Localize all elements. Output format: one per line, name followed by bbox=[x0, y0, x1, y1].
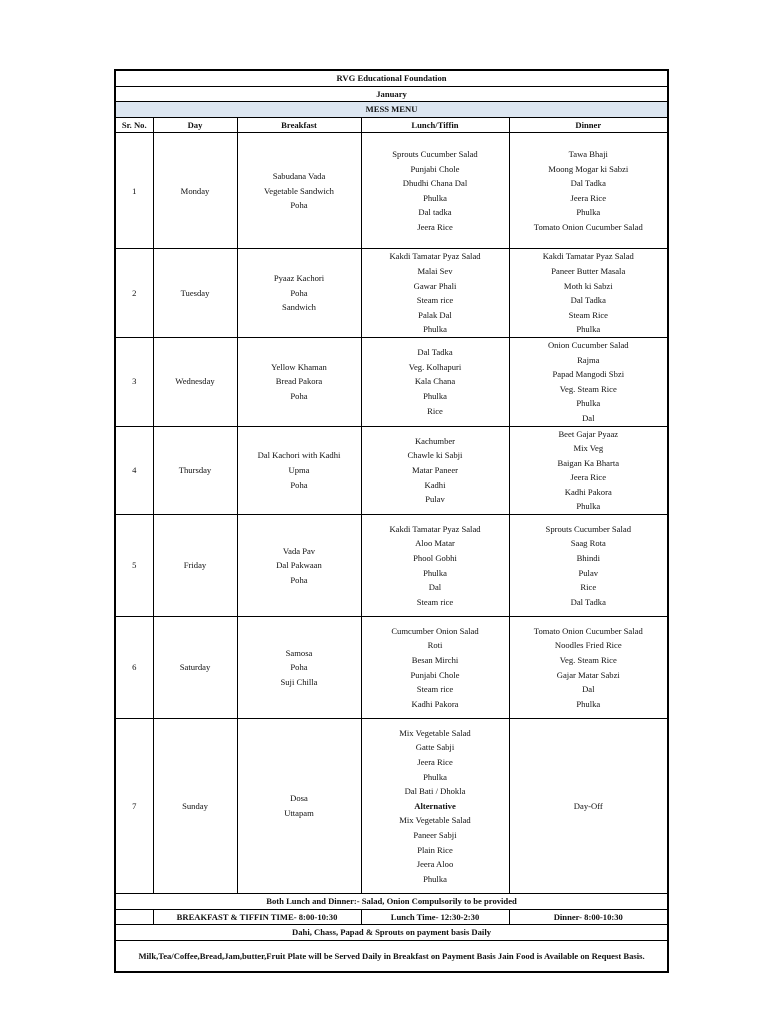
dinner-item: Tomato Onion Cucumber Salad bbox=[533, 625, 643, 636]
lunch-cell bbox=[361, 337, 509, 426]
lunch-item: Steam rice bbox=[416, 295, 454, 306]
salad-note: Both Lunch and Dinner:- Salad, Onion Compulsorily to be provided bbox=[115, 894, 668, 910]
breakfast-cell bbox=[237, 719, 361, 894]
month-label: January bbox=[115, 86, 668, 102]
breakfast-cell bbox=[237, 249, 361, 338]
sr-number: 1 bbox=[115, 133, 153, 249]
dinner-item: Tawa Bhaji bbox=[568, 149, 608, 160]
lunch-item: Jeera Aloo bbox=[416, 859, 454, 870]
breakfast-item: Vegetable Sandwich bbox=[264, 185, 334, 196]
lunch-item: Punjabi Chole bbox=[410, 163, 460, 174]
menu-row bbox=[115, 719, 668, 894]
dinner-item: Dal bbox=[582, 412, 595, 423]
col-header-dinner: Dinner bbox=[509, 117, 668, 133]
breakfast-item: Upma bbox=[288, 464, 310, 475]
lunch-cell bbox=[361, 719, 509, 894]
col-header-breakfast: Breakfast bbox=[237, 117, 361, 133]
day-name: Thursday bbox=[153, 426, 237, 515]
dinner-item: Saag Rota bbox=[570, 538, 606, 549]
lunch-item: Kachumber bbox=[414, 435, 456, 446]
lunch-item: Alternative bbox=[414, 800, 456, 811]
dinner-item: Baigan Ka Bharta bbox=[557, 457, 620, 468]
org-name: RVG Educational Foundation bbox=[115, 70, 668, 86]
breakfast-cell bbox=[237, 515, 361, 617]
lunch-time: Lunch Time- 12:30-2:30 bbox=[361, 909, 509, 925]
lunch-item: Phulka bbox=[423, 771, 447, 782]
breakfast-item: Sandwich bbox=[282, 302, 316, 313]
lunch-item: Phulka bbox=[423, 391, 447, 402]
dinner-item: Gajar Matar Sabzi bbox=[556, 669, 620, 680]
lunch-item: Cumcumber Onion Salad bbox=[391, 625, 479, 636]
breakfast-item: Vada Pav bbox=[282, 545, 316, 556]
breakfast-cell bbox=[237, 133, 361, 249]
dinner-cell bbox=[509, 249, 668, 338]
day-name: Tuesday bbox=[153, 249, 237, 338]
breakfast-item: Poha bbox=[290, 391, 308, 402]
lunch-cell bbox=[361, 515, 509, 617]
lunch-item: Roti bbox=[427, 640, 443, 651]
dinner-item: Dal Tadka bbox=[570, 295, 606, 306]
breakfast-time: BREAKFAST & TIFFIN TIME- 8:00-10:30 bbox=[153, 909, 361, 925]
dinner-cell bbox=[509, 133, 668, 249]
lunch-item: Plain Rice bbox=[417, 844, 453, 855]
dinner-cell bbox=[509, 337, 668, 426]
lunch-item: Besan Mirchi bbox=[411, 654, 459, 665]
dinner-item: Pulav bbox=[578, 567, 599, 578]
dinner-item: Phulka bbox=[576, 501, 601, 512]
dinner-item: Moth ki Sabzi bbox=[563, 280, 613, 291]
dinner-item: Mix Veg bbox=[573, 443, 604, 454]
breakfast-cell bbox=[237, 617, 361, 719]
day-name: Saturday bbox=[153, 617, 237, 719]
lunch-item: Steam rice bbox=[416, 596, 454, 607]
dinner-item: Onion Cucumber Salad bbox=[547, 339, 629, 350]
sr-number: 4 bbox=[115, 426, 153, 515]
dinner-item: Dal Tadka bbox=[570, 596, 606, 607]
dinner-cell bbox=[509, 617, 668, 719]
lunch-item: Chawle ki Sabji bbox=[407, 450, 463, 461]
lunch-item: Palak Dal bbox=[418, 309, 452, 320]
dinner-time: Dinner- 8:00-10:30 bbox=[509, 909, 668, 925]
menu-row bbox=[115, 337, 668, 426]
lunch-item: Phool Gobhi bbox=[413, 552, 457, 563]
lunch-item: Jeera Rice bbox=[417, 756, 453, 767]
breakfast-item: Samosa bbox=[285, 647, 313, 658]
dinner-item: Sprouts Cucumber Salad bbox=[545, 523, 631, 534]
column-header-row bbox=[115, 117, 668, 133]
lunch-item: Steam rice bbox=[416, 684, 454, 695]
dinner-item: Veg. Steam Rice bbox=[559, 654, 617, 665]
lunch-item: Kakdi Tamatar Pyaz Salad bbox=[389, 523, 481, 534]
lunch-item: Phulka bbox=[423, 567, 447, 578]
day-name: Friday bbox=[153, 515, 237, 617]
menu-title: MESS MENU bbox=[115, 102, 668, 118]
col-header-sr: Sr. No. bbox=[115, 117, 153, 133]
lunch-item: Mix Vegetable Salad bbox=[399, 727, 471, 738]
dinner-item: Tomato Onion Cucumber Salad bbox=[533, 222, 643, 233]
menu-row bbox=[115, 617, 668, 719]
sr-number: 6 bbox=[115, 617, 153, 719]
menu-body bbox=[115, 133, 668, 894]
breakfast-item: Dal Kachori with Kadhi bbox=[257, 450, 341, 461]
menu-row bbox=[115, 426, 668, 515]
lunch-item: Dhudhi Chana Dal bbox=[402, 178, 468, 189]
dinner-cell bbox=[509, 515, 668, 617]
lunch-item: Dal tadka bbox=[418, 207, 452, 218]
lunch-item: Kadhi Pakora bbox=[411, 698, 459, 709]
sr-number: 3 bbox=[115, 337, 153, 426]
lunch-item: Aloo Matar bbox=[415, 538, 455, 549]
lunch-item: Phulka bbox=[423, 192, 447, 203]
lunch-item: Malai Sev bbox=[417, 265, 453, 276]
lunch-item: Kala Chana bbox=[414, 376, 456, 387]
dinner-item: Rajma bbox=[577, 354, 600, 365]
dinner-item: Steam Rice bbox=[568, 309, 608, 320]
breakfast-cell bbox=[237, 426, 361, 515]
breakfast-item: Dosa bbox=[290, 793, 308, 804]
breakfast-item: Dal Pakwaan bbox=[276, 560, 322, 571]
lunch-item: Pulav bbox=[425, 494, 445, 505]
dinner-item: Paneer Butter Masala bbox=[551, 265, 626, 276]
dinner-item: Dal bbox=[582, 684, 595, 695]
lunch-item: Jeera Rice bbox=[417, 222, 453, 233]
breakfast-item: Poha bbox=[290, 662, 308, 673]
breakfast-item: Pyaaz Kachori bbox=[273, 273, 325, 284]
paid-daily-note: Dahi, Chass, Papad & Sprouts on payment basis Daily bbox=[115, 925, 668, 941]
dinner-item: Jeera Rice bbox=[570, 192, 607, 203]
mess-menu-table bbox=[114, 69, 669, 973]
breakfast-item: Sabudana Vada bbox=[272, 170, 326, 181]
breakfast-item: Yellow Khaman bbox=[271, 361, 327, 372]
lunch-item: Gatte Sabji bbox=[415, 742, 455, 753]
dinner-item: Dal Tadka bbox=[570, 178, 606, 189]
breakfast-item: Uttapam bbox=[284, 808, 314, 819]
day-name: Monday bbox=[153, 133, 237, 249]
dinner-item: Bhindi bbox=[576, 552, 600, 563]
lunch-item: Dal bbox=[428, 582, 442, 593]
breakfast-item: Poha bbox=[290, 574, 308, 585]
blank-cell bbox=[115, 909, 153, 925]
col-header-day: Day bbox=[153, 117, 237, 133]
sr-number: 2 bbox=[115, 249, 153, 338]
lunch-item: Gawar Phali bbox=[413, 280, 457, 291]
lunch-item: Dal Bati / Dhokla bbox=[404, 786, 466, 797]
lunch-cell bbox=[361, 133, 509, 249]
lunch-cell bbox=[361, 249, 509, 338]
col-header-lunch: Lunch/Tiffin bbox=[361, 117, 509, 133]
breakfast-item: Poha bbox=[290, 287, 308, 298]
lunch-item: Punjabi Chole bbox=[410, 669, 460, 680]
breakfast-item: Bread Pakora bbox=[275, 376, 323, 387]
breakfast-item: Poha bbox=[290, 479, 308, 490]
dinner-item: Jeera Rice bbox=[570, 472, 607, 483]
menu-row bbox=[115, 249, 668, 338]
sr-number: 7 bbox=[115, 719, 153, 894]
dinner-item: Beet Gajar Pyaaz bbox=[558, 428, 619, 439]
breakfast-item: Poha bbox=[290, 200, 308, 211]
lunch-item: Kadhi bbox=[424, 479, 446, 490]
dinner-item: Kakdi Tamatar Pyaz Salad bbox=[542, 251, 634, 262]
menu-row bbox=[115, 515, 668, 617]
dinner-cell bbox=[509, 719, 668, 894]
lunch-item: Sprouts Cucumber Salad bbox=[392, 149, 478, 160]
lunch-item: Matar Paneer bbox=[411, 464, 459, 475]
dinner-item: Phulka bbox=[576, 398, 601, 409]
sr-number: 5 bbox=[115, 515, 153, 617]
dinner-item: Phulka bbox=[576, 207, 601, 218]
breakfast-item: Suji Chilla bbox=[280, 676, 318, 687]
dinner-item: Noodles Fried Rice bbox=[554, 640, 622, 651]
breakfast-cell bbox=[237, 337, 361, 426]
lunch-item: Phulka bbox=[423, 873, 447, 884]
lunch-item: Veg. Kolhapuri bbox=[408, 361, 462, 372]
lunch-item: Kakdi Tamatar Pyaz Salad bbox=[389, 251, 481, 262]
lunch-item: Dal Tadka bbox=[417, 347, 453, 358]
day-name: Wednesday bbox=[153, 337, 237, 426]
dinner-item: Moong Mogar ki Sabzi bbox=[548, 163, 629, 174]
paid-breakfast-note: Milk,Tea/Coffee,Bread,Jam,butter,Fruit Plate will be Served Daily in Breakfast on Payment Basis Jain Food is Available on Request Basis. bbox=[115, 940, 668, 972]
lunch-cell bbox=[361, 426, 509, 515]
lunch-item: Paneer Sabji bbox=[413, 829, 457, 840]
lunch-item: Mix Vegetable Salad bbox=[399, 815, 471, 826]
dinner-item: Papad Mangodi Sbzi bbox=[552, 369, 625, 380]
dinner-item: Rice bbox=[580, 582, 597, 593]
dinner-item: Phulka bbox=[576, 324, 601, 335]
lunch-item: Phulka bbox=[423, 324, 447, 335]
dinner-item: Kadhi Pakora bbox=[564, 486, 612, 497]
dinner-item: Phulka bbox=[576, 698, 601, 709]
dinner-cell bbox=[509, 426, 668, 515]
dinner-item: Veg. Steam Rice bbox=[559, 383, 617, 394]
dinner-item: Day-Off bbox=[573, 800, 603, 811]
lunch-item: Rice bbox=[427, 405, 443, 416]
lunch-cell bbox=[361, 617, 509, 719]
menu-row bbox=[115, 133, 668, 249]
day-name: Sunday bbox=[153, 719, 237, 894]
